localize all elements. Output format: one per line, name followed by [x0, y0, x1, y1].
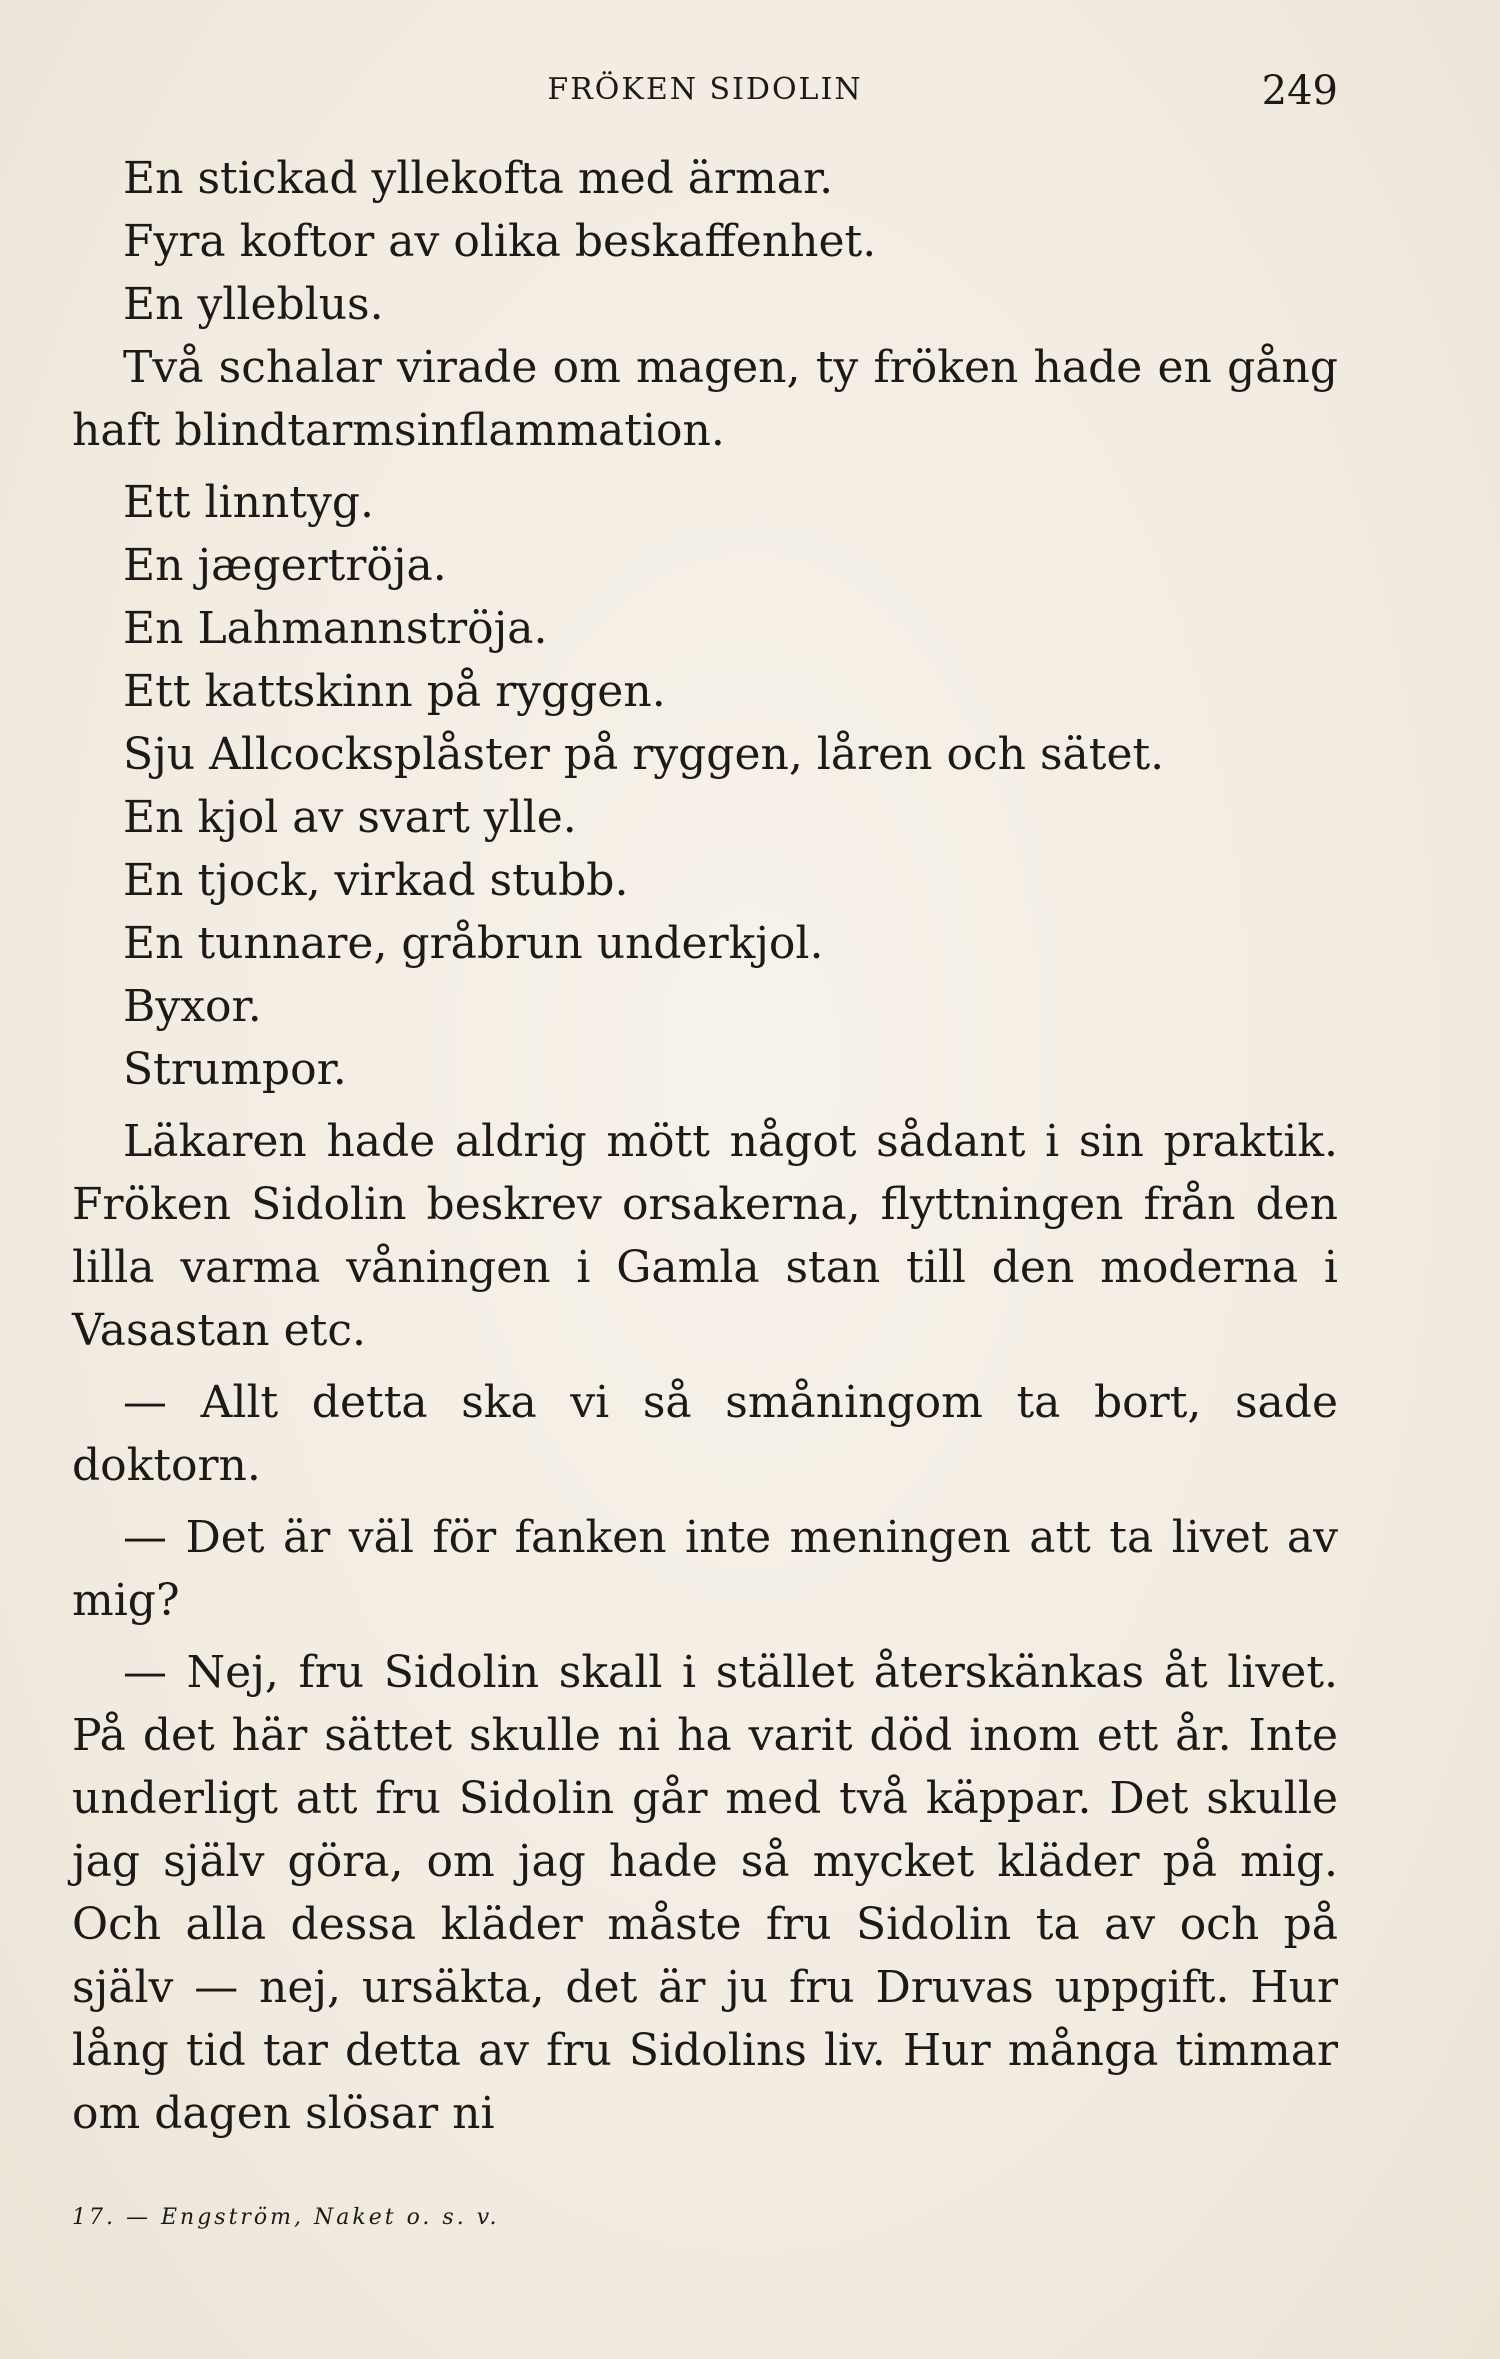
clothing-list [72, 147, 1338, 1101]
list-item: En kjol av svart ylle. [123, 792, 577, 843]
list-item: En tjock, virkad stubb. [123, 855, 629, 906]
list-item: En stickad yllekofta med ärmar. [123, 153, 834, 204]
list-item: En tunnare, gråbrun underkjol. [123, 918, 824, 969]
list-item: Byxor. [123, 981, 262, 1032]
list-item: Två schalar virade om magen, ty fröken hade en gång haft blindtarmsinflammation. [72, 342, 1338, 456]
list-item: En jægertröja. [123, 540, 447, 591]
list-item: Sju Allcocksplåster på ryggen, låren och sätet. [123, 729, 1165, 780]
list-item: Ett linntyg. [123, 477, 374, 528]
list-item: Fyra koftor av olika beskaffenhet. [123, 216, 877, 267]
list-item: En ylleblus. [123, 279, 384, 330]
paragraph: — Nej, fru Sidolin skall i stället återskänkas åt livet. På det här sättet skulle ni ha varit död inom ett år. Inte underligt att fru Sidolin går med två käppar. Det skulle jag själv göra, om jag hade så mycket kläder på mig. Och alla dessa kläder måste fru Sidolin ta av och på själv — nej, ursäkta, det är ju fru Druvas uppgift. Hur lång tid tar detta av fru Sidolins liv. Hur många timmar om dagen slösar ni [72, 1647, 1338, 2139]
body-text [72, 147, 1338, 2154]
list-item: Ett kattskinn på ryggen. [123, 666, 666, 717]
page-header [72, 68, 1338, 118]
paragraph: — Allt detta ska vi så småningom ta bort, sade doktorn. [72, 1377, 1338, 1491]
paragraph: Läkaren hade aldrig mött något sådant i sin praktik. Fröken Sidolin beskrev orsakerna, flyttningen från den lilla varma våningen i Gamla stan till den moderna i Vasastan etc. [72, 1116, 1338, 1356]
list-item: Strumpor. [123, 1044, 347, 1095]
list-item: En Lahmannströja. [123, 603, 548, 654]
signature-line: 17. — Engström, Naket o. s. v. [72, 2205, 500, 2230]
paragraph: — Det är väl för fanken inte meningen att ta livet av mig? [72, 1512, 1338, 1626]
page-number: 249 [1261, 68, 1338, 114]
running-title: FRÖKEN SIDOLIN [547, 72, 863, 107]
